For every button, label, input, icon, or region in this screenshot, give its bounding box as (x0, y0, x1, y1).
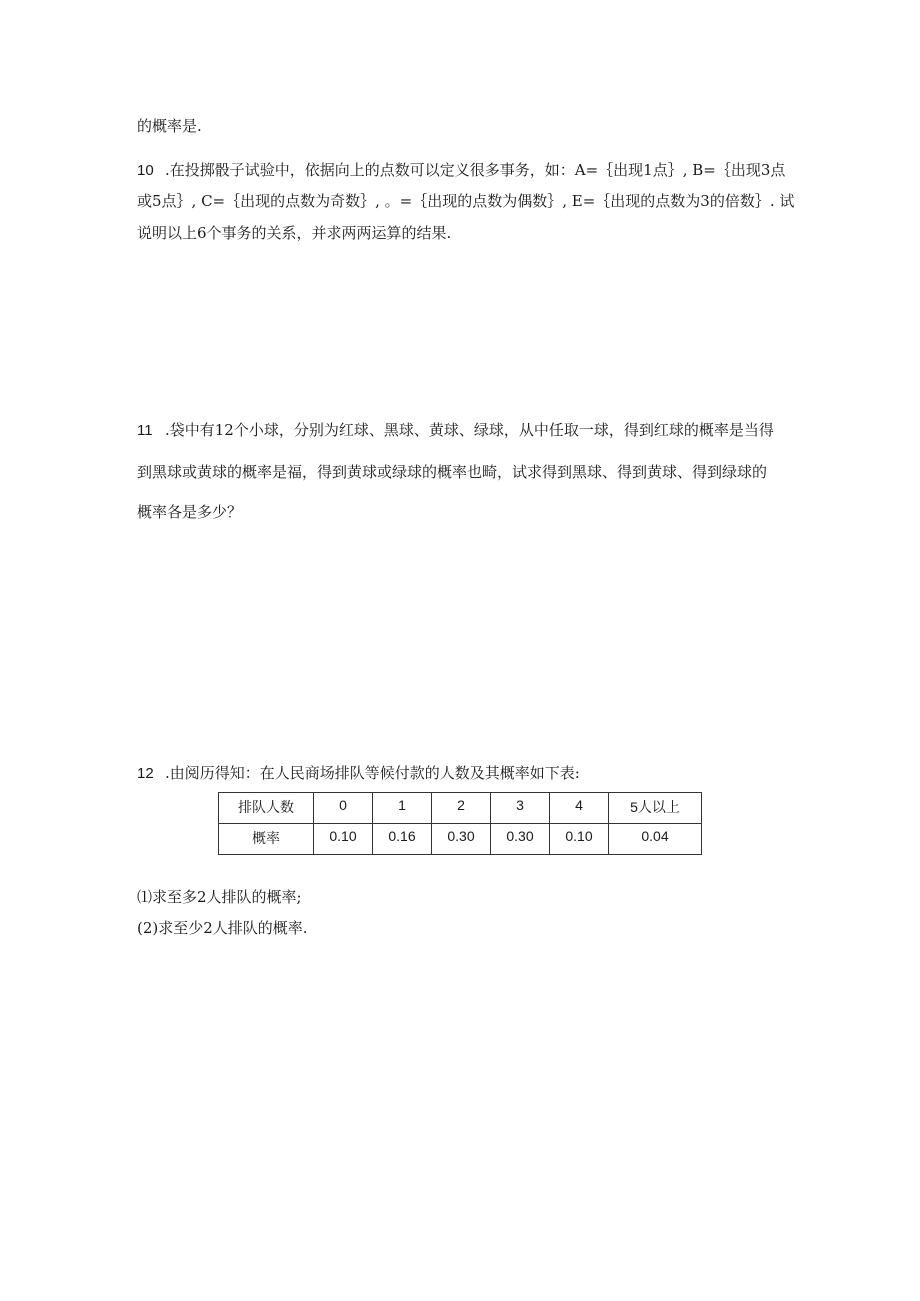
q12-line-1 (137, 763, 580, 784)
table-cell: 5人以上 (609, 793, 702, 824)
table-cell: 0.30 (491, 824, 550, 855)
table-cell: 3 (491, 793, 550, 824)
table-cell: 1 (373, 793, 432, 824)
q11-text-1: .袋中有12个小球，分别为红球、黑球、黄球、绿球，从中任取一球，得到红球的概率是当得 (165, 421, 774, 439)
table-header-probability: 概率 (219, 824, 314, 855)
q10-line-2: 或5点｝, C=｛出现的点数为奇数｝, 。=｛出现的点数为偶数｝, E=｛出现的点数为3的倍数｝. 试 (137, 192, 795, 210)
q11-line-2: 到黑球或黄球的概率是福，得到黄球或绿球的概率也畸，试求得到黑球、得到黄球、得到绿球的 (137, 463, 768, 481)
top-fragment: 的概率是. (137, 117, 202, 135)
table-header-people: 排队人数 (219, 793, 314, 824)
table-row-people (219, 793, 702, 824)
table-cell: 0.10 (550, 824, 609, 855)
table-cell: 4 (550, 793, 609, 824)
queue-probability-table (218, 792, 702, 855)
q10-line-1 (137, 160, 785, 181)
q10-line-3: 说明以上6个事务的关系，并求两两运算的结果. (137, 224, 452, 242)
q11-number: 11 (137, 422, 153, 439)
table-cell: 0.16 (373, 824, 432, 855)
table-cell: 0.10 (314, 824, 373, 855)
table-cell: 0 (314, 793, 373, 824)
q12-sub-2: (2)求至少2人排队的概率. (137, 919, 308, 937)
table-cell: 0.04 (609, 824, 702, 855)
q11-line-3: 概率各是多少？ (137, 503, 243, 521)
q12-intro: .由阅历得知：在人民商场排队等候付款的人数及其概率如下表: (165, 764, 580, 782)
table-cell: 2 (432, 793, 491, 824)
table-cell: 0.30 (432, 824, 491, 855)
q12-sub-1: ⑴求至多2人排队的概率; (137, 888, 302, 906)
q10-number: 10 (137, 162, 154, 179)
q12-number: 12 (137, 765, 154, 782)
q11-line-1 (137, 420, 774, 441)
q10-text-1: .在投掷骰子试验中，依据向上的点数可以定义很多事务，如：A=｛出现1点｝, B=｛出现3点 (165, 161, 786, 179)
table-row-probability (219, 824, 702, 855)
